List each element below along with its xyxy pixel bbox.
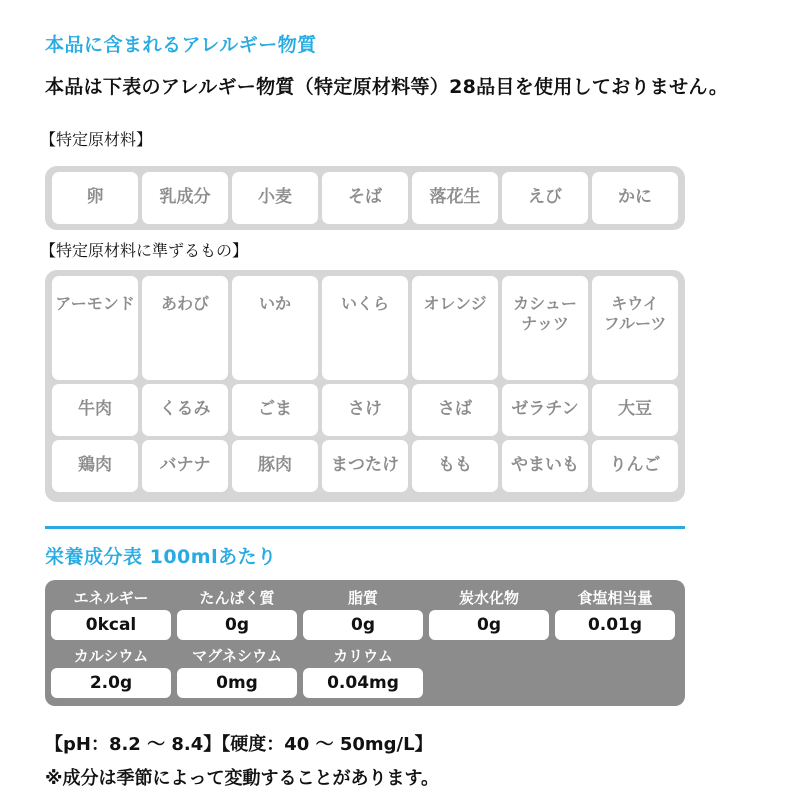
nutrition-item-salt <box>555 586 675 640</box>
allergen-cell: もも <box>412 440 498 492</box>
allergen-cell: かに <box>592 172 678 224</box>
ph-hardness-text: 【pH：8.2 〜 8.4】【硬度：40 〜 50mg/L】 <box>45 734 433 755</box>
allergen-cell: 落花生 <box>412 172 498 224</box>
nutrition-title: 栄養成分表 100mlあたり <box>45 546 277 568</box>
nutrition-item-potassium <box>303 644 423 698</box>
nutrition-value: 0g <box>177 610 297 640</box>
allergen-cell: 鶏肉 <box>52 440 138 492</box>
allergen-cell: さば <box>412 384 498 436</box>
section-divider <box>45 526 685 529</box>
allergen-cell: ごま <box>232 384 318 436</box>
allergen-cell: いくら <box>322 276 408 380</box>
nutrition-table <box>45 580 685 706</box>
allergen-cell: そば <box>322 172 408 224</box>
nutrition-value: 0g <box>303 610 423 640</box>
allergen-cell: 卵 <box>52 172 138 224</box>
nutrition-item-magnesium <box>177 644 297 698</box>
allergen-cell: カシュー ナッツ <box>502 276 588 380</box>
equivalent-materials-table <box>45 270 685 502</box>
nutrition-value: 0kcal <box>51 610 171 640</box>
allergen-cell: アーモンド <box>52 276 138 380</box>
allergen-cell: さけ <box>322 384 408 436</box>
allergen-cell: バナナ <box>142 440 228 492</box>
nutrition-value: 2.0g <box>51 668 171 698</box>
nutrition-name: カルシウム <box>73 647 149 665</box>
nutrition-item-calcium <box>51 644 171 698</box>
nutrition-name: エネルギー <box>73 589 149 607</box>
allergen-cell: まつたけ <box>322 440 408 492</box>
allergen-title: 本品に含まれるアレルギー物質 <box>45 34 317 56</box>
allergen-cell: りんご <box>592 440 678 492</box>
nutrition-name: 炭水化物 <box>458 589 519 607</box>
nutrition-name: 脂質 <box>347 589 378 607</box>
allergen-cell: あわび <box>142 276 228 380</box>
nutrition-name: たんぱく質 <box>199 589 275 607</box>
specific-materials-label: 【特定原材料】 <box>40 130 153 149</box>
nutrition-value: 0.01g <box>555 610 675 640</box>
allergen-cell: オレンジ <box>412 276 498 380</box>
allergen-cell: いか <box>232 276 318 380</box>
nutrition-item-energy <box>51 586 171 640</box>
seasonal-note-text: ※成分は季節によって変動することがあります。 <box>45 768 440 789</box>
nutrition-name: 食塩相当量 <box>577 589 653 607</box>
allergen-cell: 小麦 <box>232 172 318 224</box>
allergen-cell: 乳成分 <box>142 172 228 224</box>
nutrition-item-carbohydrate <box>429 586 549 640</box>
nutrition-name: カリウム <box>333 647 393 665</box>
allergen-cell: えび <box>502 172 588 224</box>
nutrition-value: 0mg <box>177 668 297 698</box>
equivalent-materials-label: 【特定原材料に準ずるもの】 <box>40 241 249 260</box>
allergen-lead-text: 本品は下表のアレルギー物質（特定原材料等）28品目を使用しておりません。 <box>45 76 729 98</box>
allergen-cell: キウイ フルーツ <box>592 276 678 380</box>
allergen-cell: 牛肉 <box>52 384 138 436</box>
allergen-cell: 大豆 <box>592 384 678 436</box>
allergen-cell: やまいも <box>502 440 588 492</box>
nutrition-value: 0g <box>429 610 549 640</box>
nutrition-item-fat <box>303 586 423 640</box>
allergen-cell: くるみ <box>142 384 228 436</box>
nutrition-name: マグネシウム <box>192 647 282 665</box>
nutrition-item-protein <box>177 586 297 640</box>
allergen-cell: 豚肉 <box>232 440 318 492</box>
allergen-cell: ゼラチン <box>502 384 588 436</box>
specific-materials-table <box>45 166 685 230</box>
nutrition-value: 0.04mg <box>303 668 423 698</box>
